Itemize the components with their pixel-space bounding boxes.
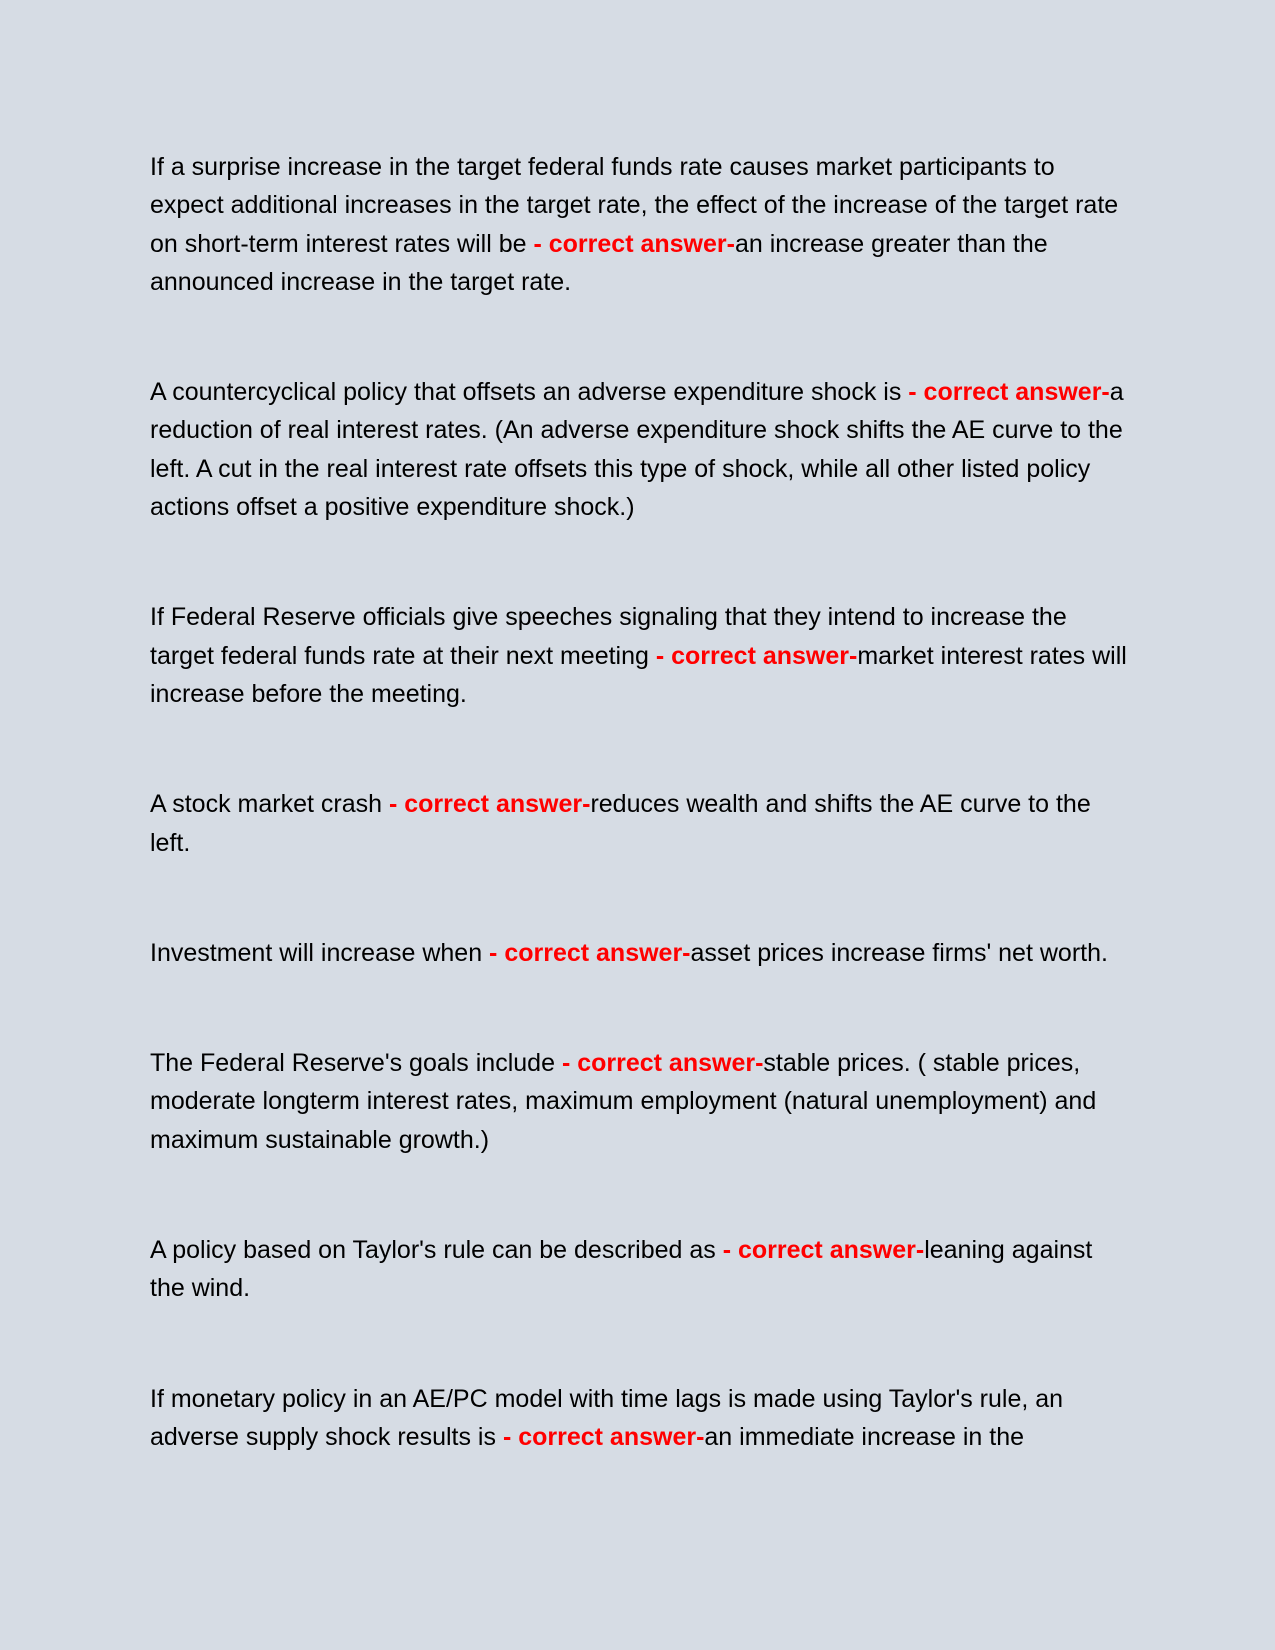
answer-text: stable prices. ( stable prices, moderate longterm interest rates, maximum employment (natural unemployment) and maximum sustainable growth.) [150,1049,1097,1154]
correct-answer-marker: - correct answer- [533,229,735,258]
answer-text: reduces wealth and shifts the AE curve to the left. [150,790,1091,857]
answer-text: leaning against the wind. [150,1236,1093,1303]
question-text: A countercyclical policy that offsets an adverse expenditure shock is [150,378,909,407]
question-text: If Federal Reserve officials give speeches signaling that they intend to increase the target federal funds rate at their next meeting [150,603,1067,670]
question-text: The Federal Reserve's goals include [150,1049,562,1078]
qa-item [150,1380,1130,1457]
correct-answer-marker: - correct answer- [722,1236,925,1265]
question-text: A policy based on Taylor's rule can be described as [150,1236,723,1265]
correct-answer-marker: - correct answer- [908,378,1110,407]
correct-answer-marker: - correct answer- [561,1049,764,1078]
question-text: Investment will increase when [150,938,490,967]
qa-item [150,934,1130,972]
answer-text: market interest rates will increase before the meeting. [150,641,1127,708]
qa-item [150,373,1130,526]
correct-answer-marker: - correct answer- [502,1422,705,1451]
qa-item [150,148,1130,301]
qa-item [150,1044,1130,1159]
answer-text: an increase greater than the announced increase in the target rate. [150,229,1048,296]
correct-answer-marker: - correct answer- [655,641,858,670]
qa-item [150,598,1130,713]
question-text: A stock market crash [150,790,389,819]
qa-item [150,1231,1130,1308]
correct-answer-marker: - correct answer- [489,938,691,967]
answer-text: an immediate increase in the [704,1422,1025,1451]
question-text: If monetary policy in an AE/PC model with time lags is made using Taylor's rule, an adverse supply shock results is [150,1384,1064,1451]
qa-item [150,785,1130,862]
correct-answer-marker: - correct answer- [388,790,591,819]
document-page [150,148,1130,1456]
answer-text: asset prices increase firms' net worth. [690,938,1108,967]
question-text: If a surprise increase in the target federal funds rate causes market participants to expect additional increases in the target rate, the effect of the increase of the target rate on short-term interest rates will be [150,153,1119,258]
answer-text: a reduction of real interest rates. (An adverse expenditure shock shifts the AE curve to the left. A cut in the real interest rate offsets this type of shock, while all other listed policy actions offset a positive expenditure shock.) [150,378,1124,522]
